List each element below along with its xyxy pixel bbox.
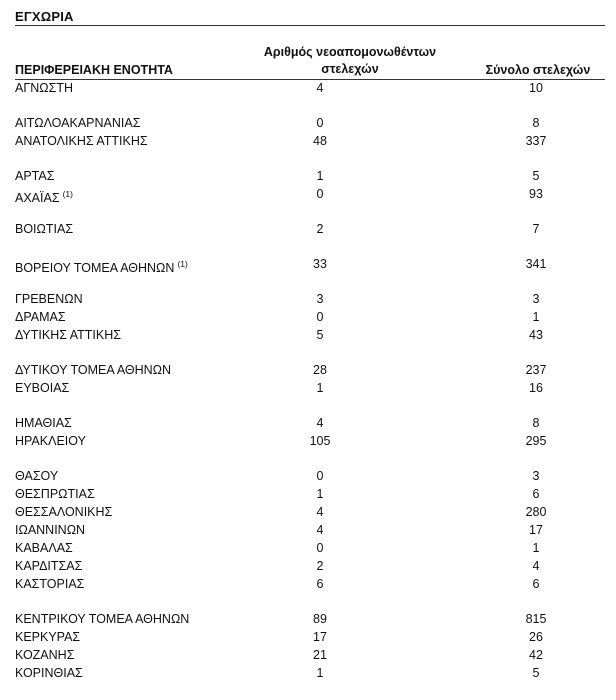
new-isolated-count: 33 [313, 257, 327, 271]
new-isolated-count: 0 [316, 187, 324, 201]
table-row [0, 628, 616, 646]
total-count: 8 [532, 116, 540, 130]
region-name-text: ΔΥΤΙΚΟΥ ΤΟΜΕΑ ΑΘΗΝΩΝ [15, 363, 172, 377]
total-count: 93 [529, 187, 543, 201]
new-isolated-count: 1 [316, 381, 324, 395]
total-count: 1 [532, 310, 540, 324]
total-count: 7 [532, 222, 540, 236]
table-row [0, 485, 616, 503]
total-count: 295 [525, 434, 547, 448]
table-row [0, 308, 616, 326]
total-count: 337 [525, 134, 547, 148]
region-name [15, 255, 188, 277]
new-isolated-count: 21 [313, 648, 327, 662]
table-row [0, 521, 616, 539]
region-name-text: ΚΕΝΤΡΙΚΟΥ ΤΟΜΕΑ ΑΘΗΝΩΝ [15, 612, 190, 626]
new-isolated-count: 48 [313, 134, 327, 148]
total-count: 815 [525, 612, 547, 626]
total-count: 8 [532, 416, 540, 430]
table-row [0, 79, 616, 97]
table-row [0, 361, 616, 379]
new-isolated-count: 2 [316, 559, 324, 573]
table-row [0, 432, 616, 450]
new-isolated-count: 4 [316, 505, 324, 519]
new-isolated-count: 4 [316, 416, 324, 430]
new-isolated-count: 1 [316, 666, 324, 680]
region-name [15, 326, 121, 344]
region-name-text: ΒΟΡΕΙΟΥ ΤΟΜΕΑ ΑΘΗΝΩΝ [15, 261, 175, 275]
region-name [15, 539, 73, 557]
region-name [15, 167, 54, 185]
region-name [15, 414, 72, 432]
region-name [15, 379, 69, 397]
new-isolated-count: 17 [313, 630, 327, 644]
new-isolated-count: 1 [316, 487, 324, 501]
new-isolated-count: 3 [316, 292, 324, 306]
new-isolated-count: 2 [316, 222, 324, 236]
total-count: 341 [525, 257, 547, 271]
region-name [15, 432, 86, 450]
total-count: 5 [532, 169, 540, 183]
region-name-text: ΔΥΤΙΚΗΣ ΑΤΤΙΚΗΣ [15, 328, 121, 342]
region-name-text: ΗΜΑΘΙΑΣ [15, 416, 72, 430]
total-count: 6 [532, 577, 540, 591]
region-name [15, 575, 84, 593]
column-header-new-isolated-line1: Αριθμός νεοαπομονωθέντων [263, 45, 437, 59]
region-name [15, 220, 73, 238]
total-count: 42 [529, 648, 543, 662]
region-name-text: ΕΥΒΟΙΑΣ [15, 381, 70, 395]
region-name [15, 467, 58, 485]
region-name [15, 628, 80, 646]
region-name [15, 185, 73, 207]
title-underline [15, 25, 605, 26]
table-row [0, 290, 616, 308]
region-name-text: ΘΕΣΣΑΛΟΝΙΚΗΣ [15, 505, 113, 519]
total-count: 280 [525, 505, 547, 519]
column-header-total: Σύνολο στελεχών [485, 63, 591, 77]
new-isolated-count: 0 [316, 541, 324, 555]
table-row [0, 379, 616, 397]
table-row [0, 503, 616, 521]
region-name [15, 361, 171, 379]
total-count: 5 [532, 666, 540, 680]
table-row [0, 255, 616, 273]
region-name [15, 308, 66, 326]
total-count: 43 [529, 328, 543, 342]
total-count: 6 [532, 487, 540, 501]
region-name-text: ΑΓΝΩΣΤΗ [15, 81, 73, 95]
section-title: ΕΓΧΩΡΙΑ [15, 9, 74, 24]
region-name-text: ΚΟΡΙΝΘΙΑΣ [15, 666, 83, 680]
region-name [15, 114, 140, 132]
region-name-text: ΑΙΤΩΛΟΑΚΑΡΝΑΝΙΑΣ [15, 116, 141, 130]
total-count: 237 [525, 363, 547, 377]
table-row [0, 132, 616, 150]
table-row [0, 575, 616, 593]
table-row [0, 467, 616, 485]
region-name-text: ΓΡΕΒΕΝΩΝ [15, 292, 83, 306]
region-name [15, 664, 83, 682]
region-name-text: ΑΧΑΪΑΣ [15, 191, 60, 205]
new-isolated-count: 105 [309, 434, 331, 448]
region-name [15, 503, 112, 521]
new-isolated-count: 6 [316, 577, 324, 591]
region-name-text: ΗΡΑΚΛΕΙΟΥ [15, 434, 86, 448]
region-name-text: ΚΟΖΑΝΗΣ [15, 648, 75, 662]
new-isolated-count: 1 [316, 169, 324, 183]
region-name-text: ΔΡΑΜΑΣ [15, 310, 66, 324]
region-name-text: ΙΩΑΝΝΙΝΩΝ [15, 523, 86, 537]
new-isolated-count: 0 [316, 469, 324, 483]
total-count: 16 [529, 381, 543, 395]
total-count: 10 [529, 81, 543, 95]
column-header-new-isolated [250, 44, 450, 78]
total-count: 3 [532, 292, 540, 306]
column-header-region: ΠΕΡΙΦΕΡΕΙΑΚΗ ΕΝΟΤΗΤΑ [15, 63, 173, 77]
region-name-text: ΑΡΤΑΣ [15, 169, 55, 183]
region-name-text: ΚΑΣΤΟΡΙΑΣ [15, 577, 85, 591]
footnote-marker: (1) [62, 189, 73, 199]
table-row [0, 664, 616, 682]
region-name-text: ΘΕΣΠΡΩΤΙΑΣ [15, 487, 95, 501]
region-name [15, 290, 83, 308]
data-table-body [0, 79, 616, 682]
region-name-text: ΑΝΑΤΟΛΙΚΗΣ ΑΤΤΙΚΗΣ [15, 134, 148, 148]
table-row [0, 185, 616, 203]
table-row [0, 326, 616, 344]
table-row [0, 114, 616, 132]
region-name [15, 79, 73, 97]
column-header-new-isolated-line2: στελεχών [321, 62, 379, 76]
region-name [15, 485, 95, 503]
table-row [0, 557, 616, 575]
new-isolated-count: 28 [313, 363, 327, 377]
region-name-text: ΚΑΒΑΛΑΣ [15, 541, 73, 555]
region-name [15, 610, 189, 628]
new-isolated-count: 5 [316, 328, 324, 342]
new-isolated-count: 0 [316, 310, 324, 324]
region-name [15, 557, 82, 575]
table-row [0, 414, 616, 432]
total-count: 26 [529, 630, 543, 644]
table-row [0, 220, 616, 238]
region-name-text: ΘΑΣΟΥ [15, 469, 59, 483]
table-row [0, 539, 616, 557]
footnote-marker: (1) [177, 259, 188, 269]
region-name-text: ΚΕΡΚΥΡΑΣ [15, 630, 81, 644]
region-name-text: ΚΑΡΔΙΤΣΑΣ [15, 559, 83, 573]
table-row [0, 167, 616, 185]
region-name-text: ΒΟΙΩΤΙΑΣ [15, 222, 74, 236]
total-count: 17 [529, 523, 543, 537]
new-isolated-count: 0 [316, 116, 324, 130]
total-count: 3 [532, 469, 540, 483]
table-row [0, 646, 616, 664]
new-isolated-count: 4 [316, 523, 324, 537]
region-name [15, 646, 74, 664]
new-isolated-count: 89 [313, 612, 327, 626]
total-count: 1 [532, 541, 540, 555]
total-count: 4 [532, 559, 540, 573]
table-row [0, 610, 616, 628]
new-isolated-count: 4 [316, 81, 324, 95]
region-name [15, 521, 85, 539]
region-name [15, 132, 148, 150]
